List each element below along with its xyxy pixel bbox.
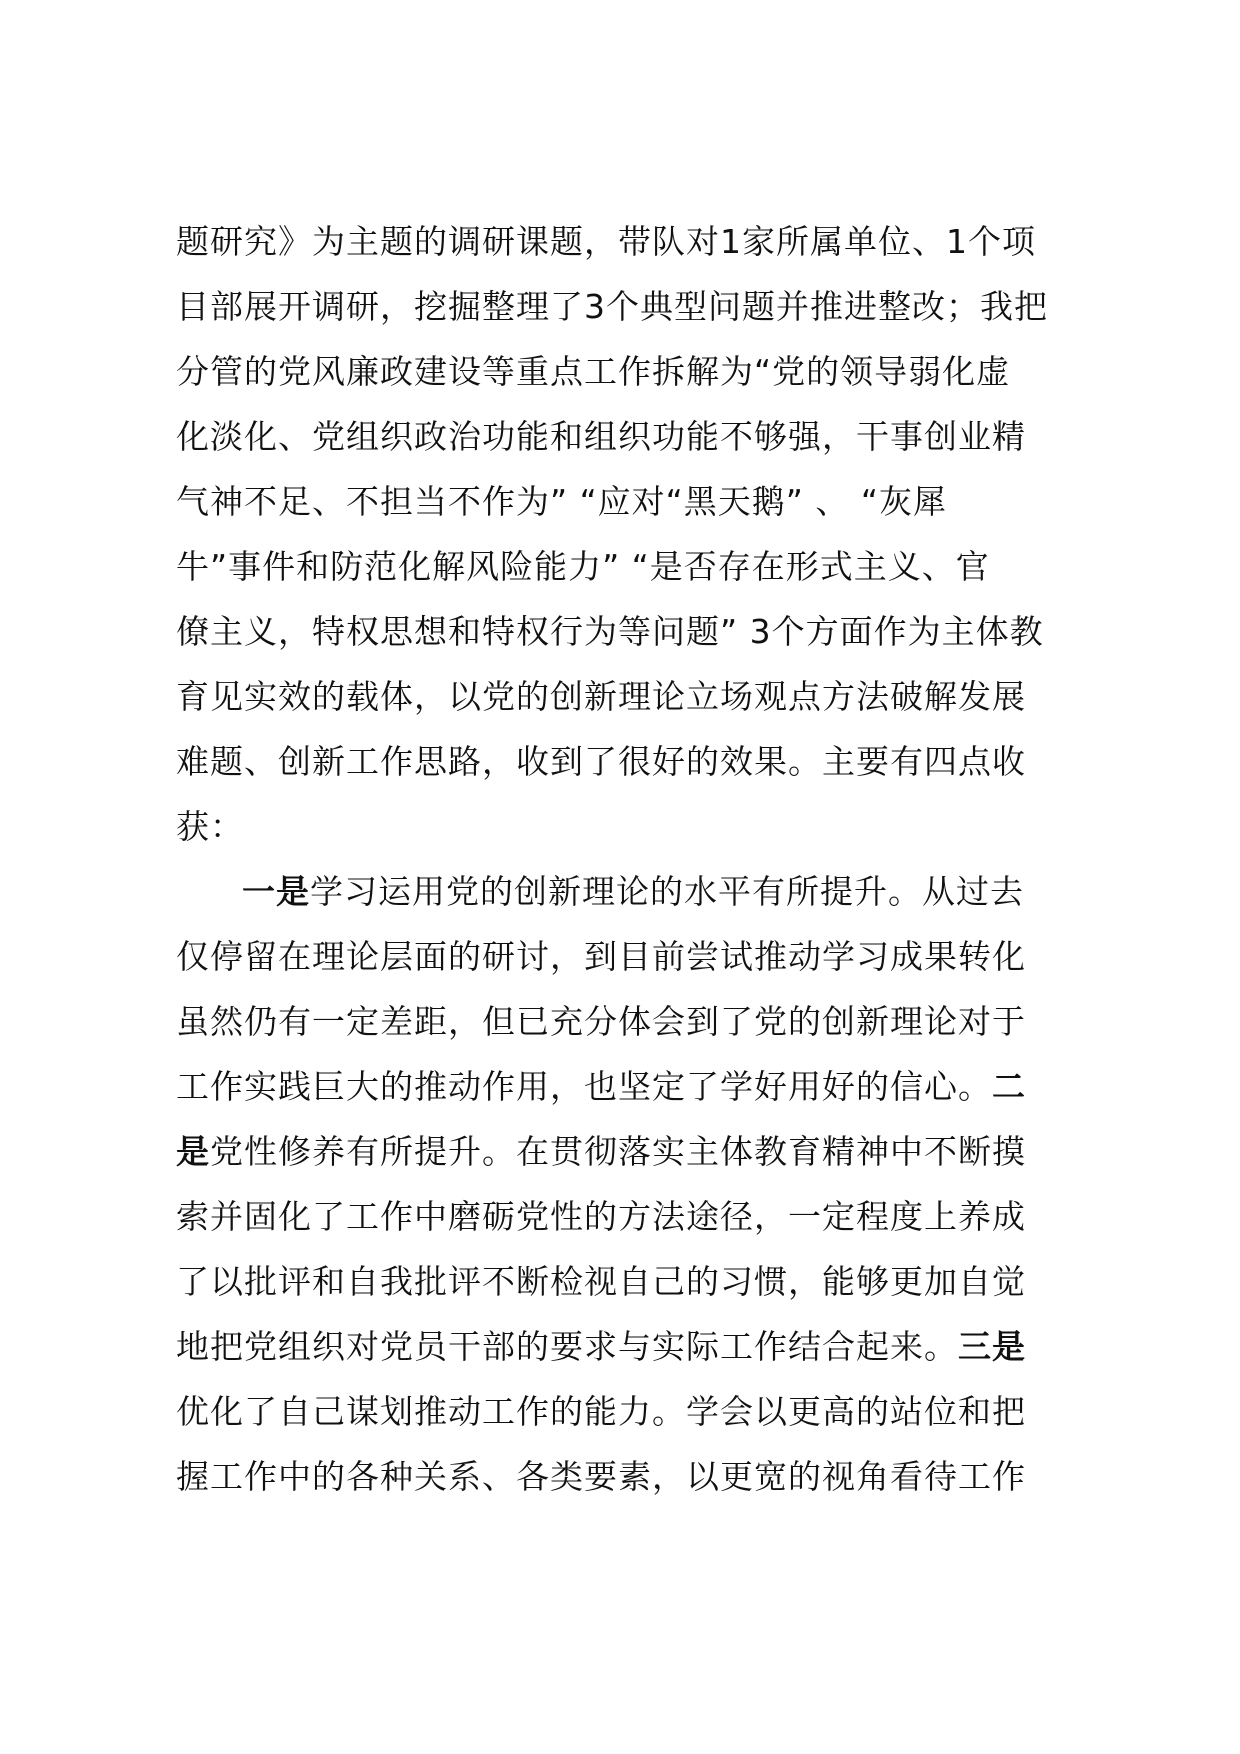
text-line: 气神不足、不担当不作为” “应对“黑天鹅” 、 “灰犀: [176, 482, 947, 521]
text-line: 了以批评和自我批评不断检视自己的习惯，能够更加自觉: [176, 1262, 1026, 1301]
text-segment: 地把党组织对党员干部的要求与实际工作结合起来。: [176, 1327, 958, 1366]
text-line: 握工作中的各种关系、各类要素，以更宽的视角看待工作: [176, 1457, 1026, 1496]
emphasis-san-shi: 三是: [958, 1327, 1026, 1366]
text-line: 化淡化、党组织政治功能和组织功能不够强，干事创业精: [176, 417, 1026, 456]
text-line: 获：: [176, 807, 244, 846]
text-line: 牛”事件和防范化解风险能力” “是否存在形式主义、官: [176, 547, 990, 586]
paragraph-line: [242, 872, 1024, 912]
text-line: 虽然仍有一定差距，但已充分体会到了党的创新理论对于: [176, 1002, 1026, 1041]
emphasis-yi-shi: 一是: [242, 872, 310, 911]
text-line: 优化了自己谋划推动工作的能力。学会以更高的站位和把: [176, 1392, 1026, 1431]
text-segment: 党性修养有所提升。在贯彻落实主体教育精神中不断摸: [210, 1132, 1026, 1171]
paragraph-line: [176, 1067, 1026, 1107]
emphasis-shi: 是: [176, 1132, 210, 1171]
text-line: 分管的党风廉政建设等重点工作拆解为“党的领导弱化虚: [176, 352, 1011, 391]
text-line: 索并固化了工作中磨砺党性的方法途径，一定程度上养成: [176, 1197, 1026, 1236]
text-segment: 学习运用党的创新理论的水平有所提升。从过去: [310, 872, 1024, 911]
text-line: 僚主义，特权思想和特权行为等问题” 3个方面作为主体教: [176, 612, 1044, 651]
text-line: 难题、创新工作思路，收到了很好的效果。主要有四点收: [176, 742, 1026, 781]
emphasis-er: 二: [992, 1067, 1026, 1106]
text-segment: 工作实践巨大的推动作用，也坚定了学好用好的信心。: [176, 1067, 992, 1106]
paragraph-line: [176, 1327, 1026, 1367]
text-line: 目部展开调研，挖掘整理了3个典型问题并推进整改；我把: [176, 287, 1048, 326]
paragraph-line: [176, 1132, 1026, 1172]
text-line: 仅停留在理论层面的研讨，到目前尝试推动学习成果转化: [176, 937, 1026, 976]
text-line: 育见实效的载体，以党的创新理论立场观点方法破解发展: [176, 677, 1026, 716]
text-line: 题研究》为主题的调研课题，带队对1家所属单位、1个项: [176, 222, 1036, 261]
